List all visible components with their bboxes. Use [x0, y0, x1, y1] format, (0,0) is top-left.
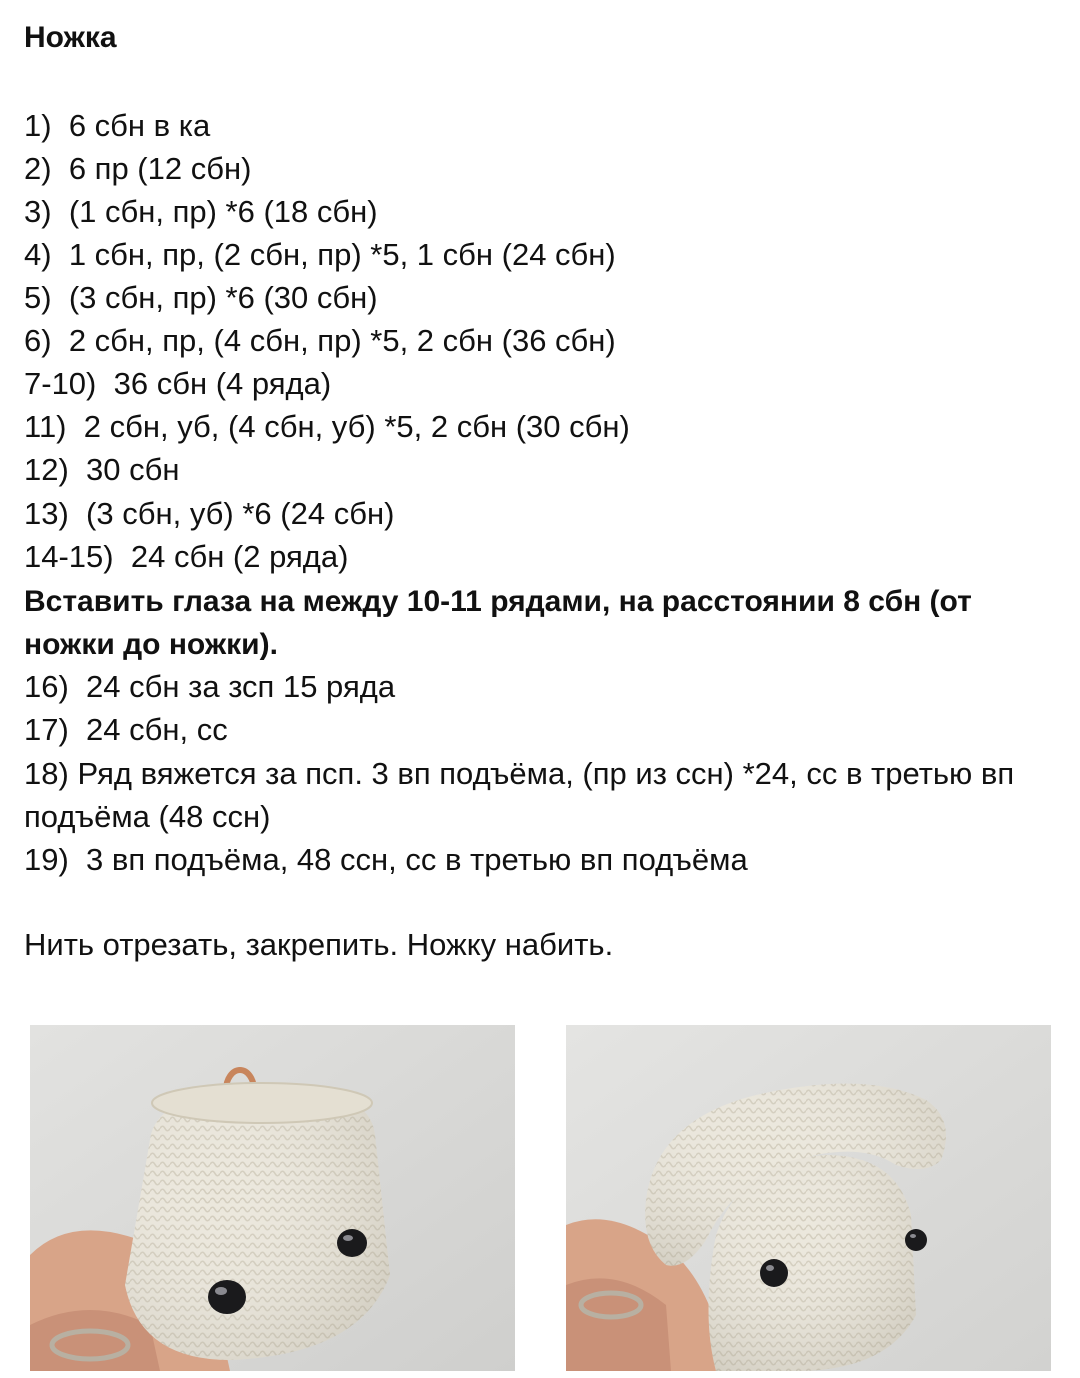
pattern-row [24, 407, 630, 447]
eyes-instruction: Вставить глаза на между 10-11 рядами, на расстоянии 8 сбн (от ножки до ножки). [24, 585, 972, 661]
pattern-row [24, 106, 210, 146]
row-text: 36 сбн (4 ряда) [113, 366, 332, 401]
row-number: 18) [24, 756, 69, 791]
row-text: 1 сбн, пр, (2 сбн, пр) *5, 1 сбн (24 сбн) [68, 237, 616, 272]
row-text: (1 сбн, пр) *6 (18 сбн) [68, 194, 378, 229]
row-number: 6) [24, 323, 52, 358]
pattern-row [24, 667, 395, 707]
row-text: 6 пр (12 сбн) [68, 151, 252, 186]
photo-stem-with-cap [566, 1025, 1051, 1371]
pattern-row [24, 840, 748, 880]
row-text: 2 сбн, пр, (4 сбн, пр) *5, 2 сбн (36 сбн) [68, 323, 616, 358]
finishing-instruction: Нить отрезать, закрепить. Ножку набить. [24, 927, 614, 962]
row-text: (3 сбн, пр) *6 (30 сбн) [68, 280, 378, 315]
row-number: 4) [24, 237, 52, 272]
page-title: Ножка [24, 21, 117, 54]
pattern-row [24, 537, 348, 577]
row-text: 2 сбн, уб, (4 сбн, уб) *5, 2 сбн (30 сбн) [83, 409, 630, 444]
row-number: 16) [24, 669, 69, 704]
row-text: 3 вп подъёма, 48 ссн, сс в третью вп подъёма [86, 842, 748, 877]
row-number: 5) [24, 280, 52, 315]
row-number: 17) [24, 712, 69, 747]
pattern-row [24, 321, 616, 361]
row-number: 3) [24, 194, 52, 229]
row-text: 24 сбн за зсп 15 ряда [86, 669, 396, 704]
row-text: 24 сбн (2 ряда) [130, 539, 349, 574]
pattern-row [24, 494, 394, 534]
pattern-row [24, 450, 180, 490]
row-number: 1) [24, 108, 52, 143]
row-text: 24 сбн, сс [86, 712, 228, 747]
photo-stem-with-eyes-illustration [30, 1025, 515, 1371]
pattern-row [24, 149, 251, 189]
row-number: 2) [24, 151, 52, 186]
row-text: Ряд вяжется за псп. 3 вп подъёма, (пр из ссн) *24, сс в третью вп подъёма (48 ссн) [24, 756, 1015, 834]
row-number: 11) [24, 409, 67, 444]
pattern-row [24, 235, 616, 275]
row-number: 13) [24, 496, 69, 531]
pattern-row [24, 278, 378, 318]
pattern-row [24, 710, 228, 750]
photo-stem-with-eyes [30, 1025, 515, 1371]
pattern-row [24, 752, 1044, 838]
row-number: 14-15) [24, 539, 114, 574]
row-text: 6 сбн в ка [68, 108, 211, 143]
row-text: (3 сбн, уб) *6 (24 сбн) [86, 496, 395, 531]
pattern-row [24, 192, 378, 232]
row-number: 12) [24, 452, 69, 487]
pattern-row [24, 364, 331, 404]
row-number: 7-10) [24, 366, 97, 401]
row-text: 30 сбн [86, 452, 180, 487]
row-number: 19) [24, 842, 69, 877]
photo-stem-with-cap-illustration [566, 1025, 1051, 1371]
